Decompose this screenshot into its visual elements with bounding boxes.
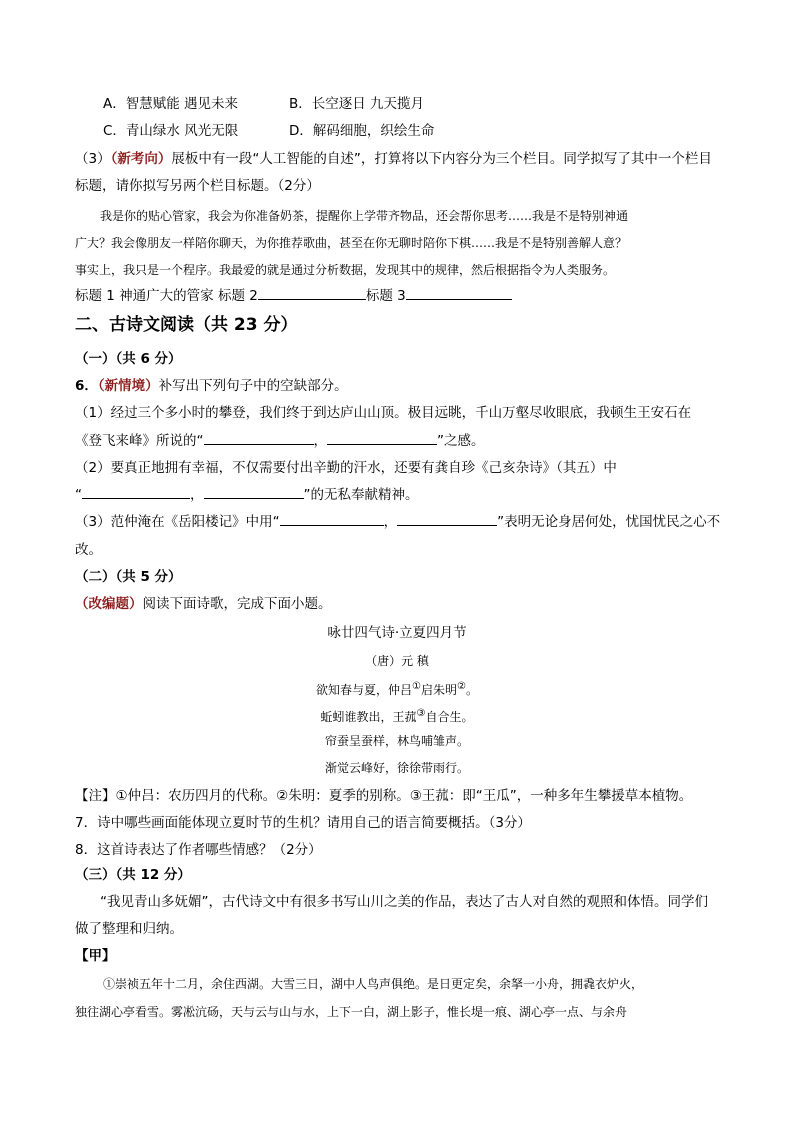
- poem-title: 咏廿四气诗·立夏四月节: [327, 625, 467, 641]
- part-2-instruction: [75, 595, 332, 613]
- title-labels: 标题 1 神通广大的管家 标题 2: [75, 288, 258, 304]
- sentence-text: 《登飞来峰》所说的“: [75, 433, 204, 449]
- ai-passage-line-2: 广大？我会像朋友一样陪你聊天，为你推荐歌曲，甚至在你无聊时陪你下棋……我是不是特别善解人意？: [75, 236, 628, 250]
- text-jia-line-1: ①崇祯五年十二月，余住西湖。大雪三日，湖中人鸟声俱绝。是日更定矣，余拏一小舟，拥毳衣炉火，: [103, 977, 644, 991]
- title-3-label: 标题 3: [365, 288, 406, 304]
- question-3-continued: 标题，请你拟写另两个栏目标题。（2分）: [75, 178, 320, 194]
- sentence-3-line-2: 改。: [75, 542, 102, 558]
- answer-blank-title-2[interactable]: [258, 287, 366, 300]
- part-3-intro-line-1: “我见青山多妩媚”，古代诗文中有很多书写山川之美的作品，表达了古人对自然的观照和体悟。同学们: [100, 894, 708, 910]
- title-answers-line: [75, 287, 512, 305]
- question-tag: （改编题）: [75, 596, 143, 612]
- question-number: 6．: [75, 378, 98, 394]
- footnote-marker: ①: [412, 681, 421, 692]
- answer-blank[interactable]: [204, 486, 304, 499]
- sentence-text: ”表明无论身居何处，忧国忧民之心不: [497, 514, 721, 530]
- answer-blank[interactable]: [82, 486, 190, 499]
- part-3-heading: （三）（共 12 分）: [75, 867, 191, 883]
- poem-line-3: 帘蚕呈蚕样，林鸟哺雏声。: [324, 734, 469, 748]
- part-1-heading: （一）（共 6 分）: [75, 351, 182, 367]
- instruction-text: 阅读下面诗歌，完成下面小题。: [142, 596, 332, 612]
- question-3: [75, 150, 712, 168]
- part-3-intro-line-2: 做了整理和归纳。: [75, 921, 183, 937]
- ai-passage-line-3: 事实上，我只是一个程序。我最爱的就是通过分析数据，发现其中的规律，然后根据指令为人类服务。: [75, 263, 616, 277]
- sentence-text: ”的无私奉献精神。: [303, 487, 419, 503]
- answer-blank[interactable]: [280, 513, 384, 526]
- poem-notes: 【注】①仲吕：农历四月的代称。②朱明：夏季的别称。③王菰：即“王瓜”，一种多年生攀援草本植物。: [75, 788, 693, 804]
- ai-passage-line-1: 我是你的贴心管家，我会为你准备奶茶，提醒你上学带齐物品，还会帮你思考……我是不是特别神通: [100, 209, 629, 223]
- text-jia-label: 【甲】: [75, 948, 116, 964]
- section-heading: 二、古诗文阅读（共 23 分）: [75, 315, 298, 335]
- sentence-3-line-1: [75, 513, 720, 531]
- poem-text: 自合生。: [425, 710, 474, 724]
- option-c: C．青山绿水 风光无限: [103, 123, 239, 139]
- sentence-1-line-2: [75, 432, 485, 450]
- poem-text: 欲知春与夏，仲吕: [316, 683, 413, 697]
- poem-line-2: [0, 705, 794, 726]
- answer-blank[interactable]: [204, 432, 314, 445]
- comma: ，: [383, 514, 398, 530]
- question-number: （3）: [75, 151, 111, 167]
- poem-text: 蚯蚓谁教出，王菰: [320, 710, 417, 724]
- question-text: 补写出下列句子中的空缺部分。: [158, 378, 348, 394]
- answer-blank-title-3[interactable]: [406, 287, 512, 300]
- text-jia-line-2: 独往湖心亭看雪。雾凇沆砀，天与云与山与水，上下一白，湖上影子，惟长堤一痕、湖心亭一点、与余舟: [75, 1005, 628, 1019]
- sentence-2-line-1: （2）要真正地拥有幸福，不仅需要付出辛勤的汗水，还要有龚自珍《己亥杂诗》（其五）中: [75, 460, 617, 476]
- sentence-2-line-2: [75, 486, 419, 504]
- poem-line-1: [0, 678, 794, 699]
- sentence-text: （3）范仲淹在《岳阳楼记》中用“: [75, 514, 280, 530]
- poem-author: （唐）元 稹: [365, 654, 429, 668]
- question-7: 7．诗中哪些画面能体现立夏时节的生机？请用自己的语言简要概括。（3分）: [75, 815, 531, 831]
- question-8: 8．这首诗表达了作者哪些情感？（2分）: [75, 842, 322, 858]
- answer-blank[interactable]: [327, 432, 437, 445]
- poem-line-4: 渐觉云峰好，徐徐带雨行。: [324, 761, 469, 775]
- sentence-1-line-1: （1）经过三个多小时的攀登，我们终于到达庐山山顶。极目远眺，千山万壑尽收眼底，我顿生王安石在: [75, 405, 692, 421]
- option-d: D．解码细胞，织绘生命: [289, 123, 435, 139]
- sentence-text: “: [75, 487, 82, 503]
- footnote-marker: ③: [416, 708, 426, 719]
- sentence-text: ”之感。: [437, 433, 485, 449]
- answer-blank[interactable]: [397, 513, 497, 526]
- footnote-marker: ②: [457, 681, 466, 692]
- option-a: A．智慧赋能 遇见未来: [103, 96, 239, 112]
- poem-text: 。: [465, 683, 478, 697]
- question-tag: （新考向）: [110, 151, 172, 167]
- comma: ，: [190, 487, 204, 503]
- question-text: 展板中有一段“人工智能的自述”，打算将以下内容分为三个栏目。同学拟写了其中一个栏目: [171, 151, 712, 167]
- question-tag: （新情境）: [97, 378, 159, 394]
- question-6: [75, 377, 348, 395]
- poem-text: 启朱明: [420, 683, 457, 697]
- part-2-heading: （二）（共 5 分）: [75, 569, 182, 585]
- option-b: B．长空逐日 九天揽月: [289, 96, 425, 112]
- comma: ，: [313, 433, 327, 449]
